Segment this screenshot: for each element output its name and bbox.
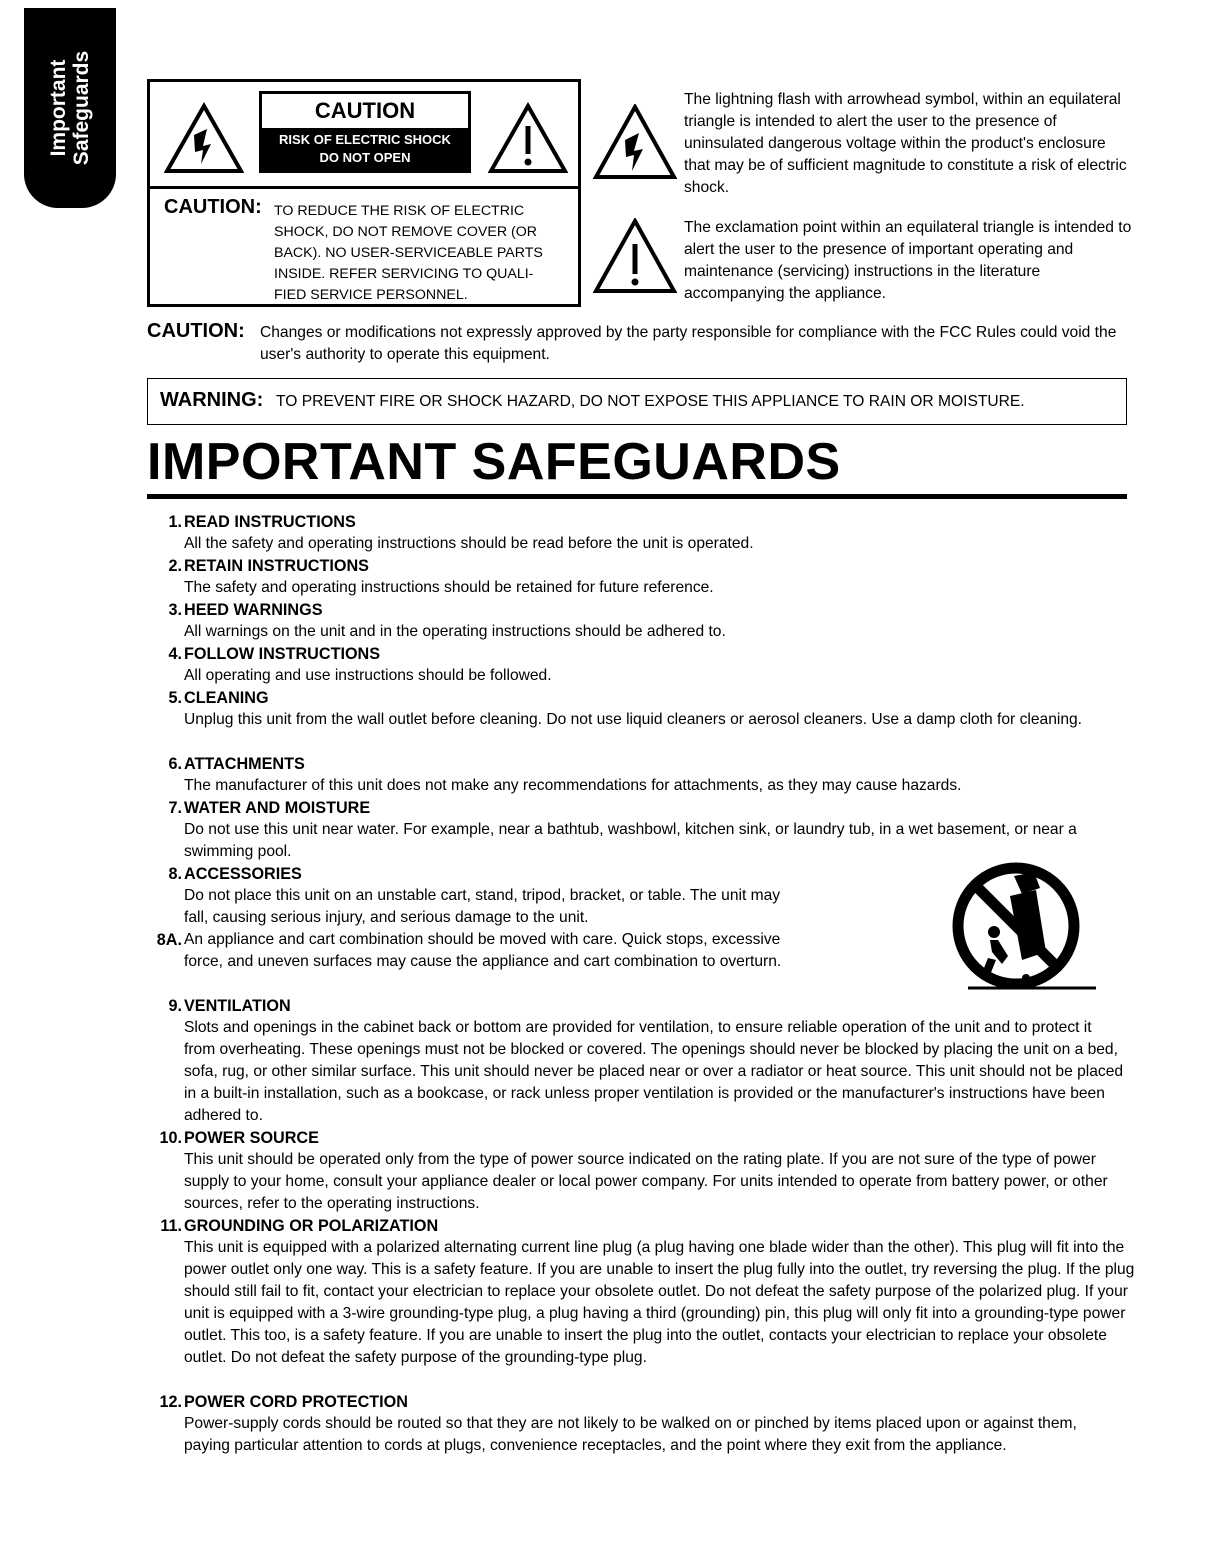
cart-tipover-warning-icon bbox=[952, 860, 1102, 1000]
exclamation-symbol-icon bbox=[593, 218, 677, 294]
caution-label-title: CAUTION bbox=[314, 98, 416, 123]
caution-label-subtitle: RISK OF ELECTRIC SHOCK DO NOT OPEN bbox=[262, 128, 468, 170]
caution-label bbox=[259, 91, 471, 173]
caution-box bbox=[147, 79, 581, 307]
fcc-caution-heading: CAUTION: bbox=[147, 320, 245, 342]
warning-box bbox=[147, 378, 1127, 425]
page-title: IMPORTANT SAFEGUARDS bbox=[147, 433, 841, 491]
lightning-symbol-icon bbox=[593, 104, 677, 180]
exclamation-symbol-description: The exclamation point within an equilateral triangle is intended to alert the user to the presence of important operating and maintenance (servicing) instructions in the literature accompanying the appliance. bbox=[684, 219, 1132, 302]
caution-text: TO REDUCE THE RISK OF ELECTRIC SHOCK, DO NOT REMOVE COVER (OR BACK). NO USER-SERVICEABLE PARTS INSIDE. REFER SERVICING TO QUALI- FIED SERVICE PERSONNEL. bbox=[274, 203, 543, 303]
lightning-triangle-icon bbox=[164, 102, 244, 174]
caution-box-divider bbox=[150, 186, 578, 189]
warning-heading: WARNING: bbox=[160, 389, 264, 411]
heading-rule bbox=[147, 494, 1127, 499]
caution-heading: CAUTION: bbox=[164, 196, 262, 218]
side-tab-label: Important Safeguards bbox=[47, 50, 93, 166]
side-tab bbox=[24, 8, 116, 208]
fcc-caution-text: Changes or modifications not expressly approved by the party responsible for compliance with the FCC Rules could void the user's authority to operate this equipment. bbox=[260, 324, 1117, 363]
exclamation-triangle-icon bbox=[488, 102, 568, 174]
lightning-symbol-description: The lightning flash with arrowhead symbol, within an equilateral triangle is intended to alert the user to the presence of uninsulated dangerous voltage within the product's enclosure that may be of sufficient magnitude to constitute a risk of electric shock. bbox=[684, 91, 1127, 196]
warning-text: TO PREVENT FIRE OR SHOCK HAZARD, DO NOT EXPOSE THIS APPLIANCE TO RAIN OR MOISTURE. bbox=[276, 393, 1025, 410]
